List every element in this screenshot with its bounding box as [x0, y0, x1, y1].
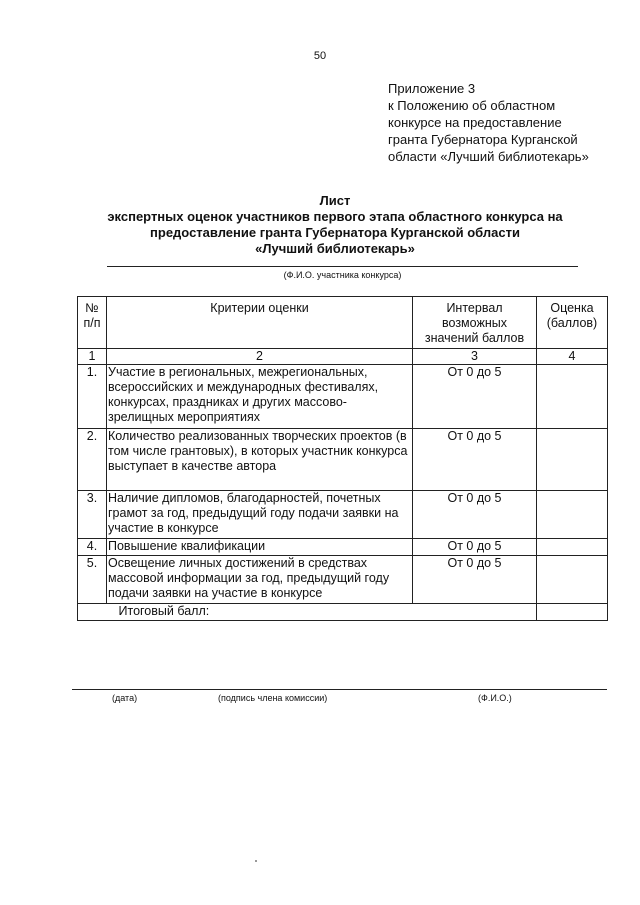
header-row [78, 297, 608, 349]
scan-speck [255, 860, 257, 862]
title-line: Лист [319, 193, 351, 208]
row-interval: От 0 до 5 [413, 491, 537, 539]
appendix-line: к Положению об областном [388, 98, 556, 113]
signature-line [72, 689, 607, 690]
appendix-note [388, 80, 628, 165]
name-caption: (Ф.И.О.) [478, 693, 512, 703]
total-label: Итоговый балл: [107, 604, 537, 621]
col-number: 2 [107, 349, 413, 365]
title-line: «Лучший библиотекарь» [255, 241, 415, 256]
page-number: 50 [313, 50, 327, 62]
total-score[interactable] [537, 604, 608, 621]
total-empty-cell [78, 604, 107, 621]
date-caption: (дата) [112, 693, 138, 703]
header-criteria: Критерии оценки [107, 297, 413, 349]
row-interval: От 0 до 5 [413, 365, 537, 429]
appendix-line: гранта Губернатора Курганской [388, 132, 578, 147]
col-number: 1 [78, 349, 107, 365]
row-interval: От 0 до 5 [413, 429, 537, 491]
row-interval: От 0 до 5 [413, 556, 537, 604]
appendix-line: конкурсе на предоставление [388, 115, 562, 130]
row-criterion: Количество реализованных творческих проектов (в том числе грантовых), в которых участник конкурса выступает в качестве автора [107, 429, 413, 491]
title-line: предоставление гранта Губернатора Курганской области [150, 225, 520, 240]
column-number-row [78, 349, 608, 365]
signature-caption: (подпись члена комиссии) [218, 693, 328, 703]
table-row [78, 491, 608, 539]
row-score[interactable] [537, 556, 608, 604]
header-score: Оценка (баллов) [537, 297, 608, 349]
row-criterion: Освещение личных достижений в средствах массовой информации за год, предыдущий году подачи заявки на участие в конкурсе [107, 556, 413, 604]
row-score[interactable] [537, 429, 608, 491]
table-row [78, 365, 608, 429]
title-line: экспертных оценок участников первого этапа областного конкурса на [107, 209, 563, 224]
row-num: 4. [78, 539, 107, 556]
row-interval: От 0 до 5 [413, 539, 537, 556]
total-row [78, 604, 608, 621]
header-num: № п/п [78, 297, 107, 349]
table-row [78, 556, 608, 604]
row-num: 1. [78, 365, 107, 429]
row-criterion: Участие в региональных, межрегиональных, всероссийских и международных фестивалях, конкурсах, праздниках и других массово-зрелищных мероприятиях [107, 365, 413, 429]
table-row [78, 429, 608, 491]
header-interval: Интервал возможных значений баллов [413, 297, 537, 349]
row-score[interactable] [537, 491, 608, 539]
col-number: 3 [413, 349, 537, 365]
participant-name-caption: (Ф.И.О. участника конкурса) [283, 270, 402, 280]
row-criterion: Наличие дипломов, благодарностей, почетных грамот за год, предыдущий году подачи заявки на участие в конкурсе [107, 491, 413, 539]
row-score[interactable] [537, 365, 608, 429]
document-title [80, 193, 590, 257]
col-number: 4 [537, 349, 608, 365]
row-score[interactable] [537, 539, 608, 556]
row-num: 2. [78, 429, 107, 491]
appendix-line: области «Лучший библиотекарь» [388, 149, 589, 164]
row-criterion: Повышение квалификации [107, 539, 413, 556]
evaluation-table [77, 296, 608, 621]
table-row [78, 539, 608, 556]
row-num: 5. [78, 556, 107, 604]
row-num: 3. [78, 491, 107, 539]
appendix-line: Приложение 3 [388, 81, 476, 96]
participant-name-line [107, 266, 578, 267]
